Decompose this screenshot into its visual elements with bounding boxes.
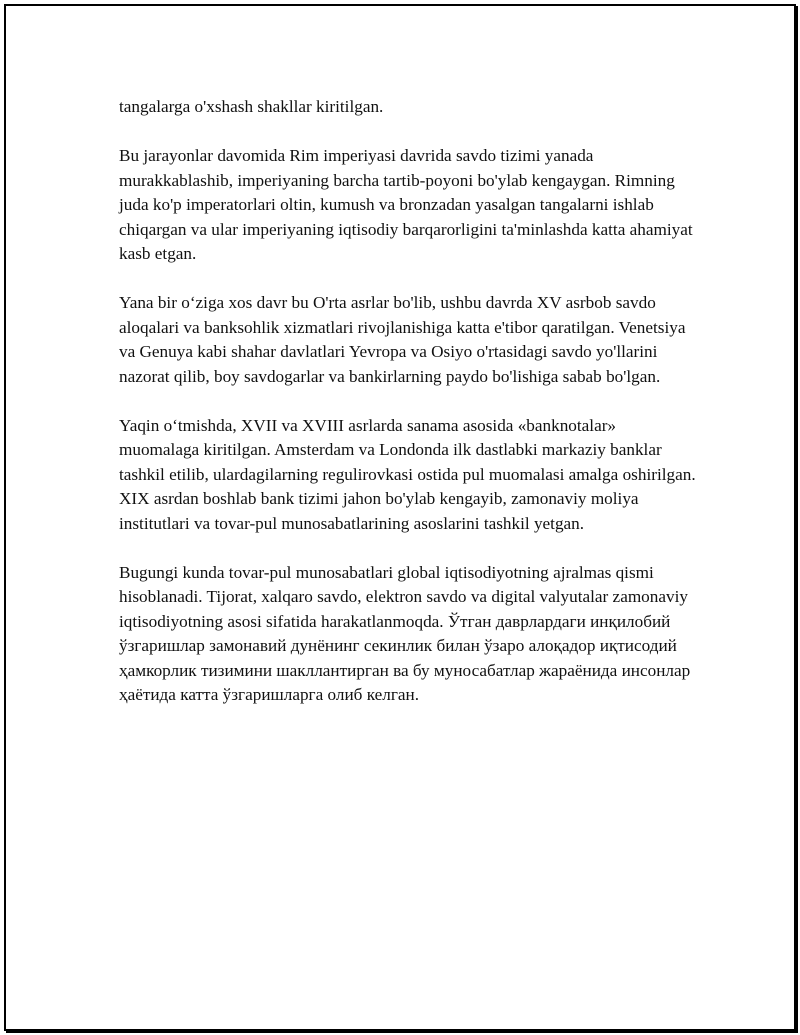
document-body: [119, 95, 699, 732]
document-page: [4, 4, 796, 1031]
paragraph: tangalarga o'xshash shakllar kiritilgan.: [119, 97, 384, 116]
paragraph: Yana bir o‘ziga xos davr bu O'rta asrlar bo'lib, ushbu davrda XV asrbob savdo aloqalari va banksohlik xizmatlari rivojlanishiga katta e'tibor qaratilgan. Venetsiya va Genuya kabi shahar davlatlari Yevropa va Osiyo o'rtasidagi savdo yo'llarini nazorat qilib, boy savdogarlar va bankirlarning paydo bo'lishiga sabab bo'lgan.: [119, 293, 686, 386]
paragraph: Bu jarayonlar davomida Rim imperiyasi davrida savdo tizimi yanada murakkablashib, imperiyaning barcha tartib-poyoni bo'ylab kengaygan. Rimning juda ko'p imperatorlari oltin, kumush va bronzadan yasalgan tangalarni ishlab chiqargan va ular imperiyaning iqtisodiy barqarorligini ta'minlashda katta ahamiyat kasb etgan.: [119, 146, 693, 263]
paragraph: Bugungi kunda tovar-pul munosabatlari global iqtisodiyotning ajralmas qismi hisoblanadi. Tijorat, xalqaro savdo, elektron savdo va digital valyutalar zamonaviy iqtisodiyotning asosi sifatida harakatlanmoqda. Ўтган даврлардаги инқилобий ўзгаришлар замонавий дунёнинг секинлик билан ўзаро алоқадор иқтисодий ҳамкорлик тизимини шакллантирган ва бу муносабатлар жараёнида инсонлар ҳаётида катта ўзгаришларга олиб келган.: [119, 562, 691, 704]
paragraph: Yaqin o‘tmishda, XVII va XVIII asrlarda sanama asosida «banknotalar» muomalaga kiritilgan. Amsterdam va Londonda ilk dastlabki markaziy banklar tashkil etilib, ulardagilarning regulirovkasi ostida pul muomalasi amalga oshirilgan. XIX asrdan boshlab bank tizimi jahon bo'ylab kengayib, zamonaviy moliya institutlari va tovar-pul munosabatlarining asoslarini tashkil yetgan.: [119, 415, 696, 533]
